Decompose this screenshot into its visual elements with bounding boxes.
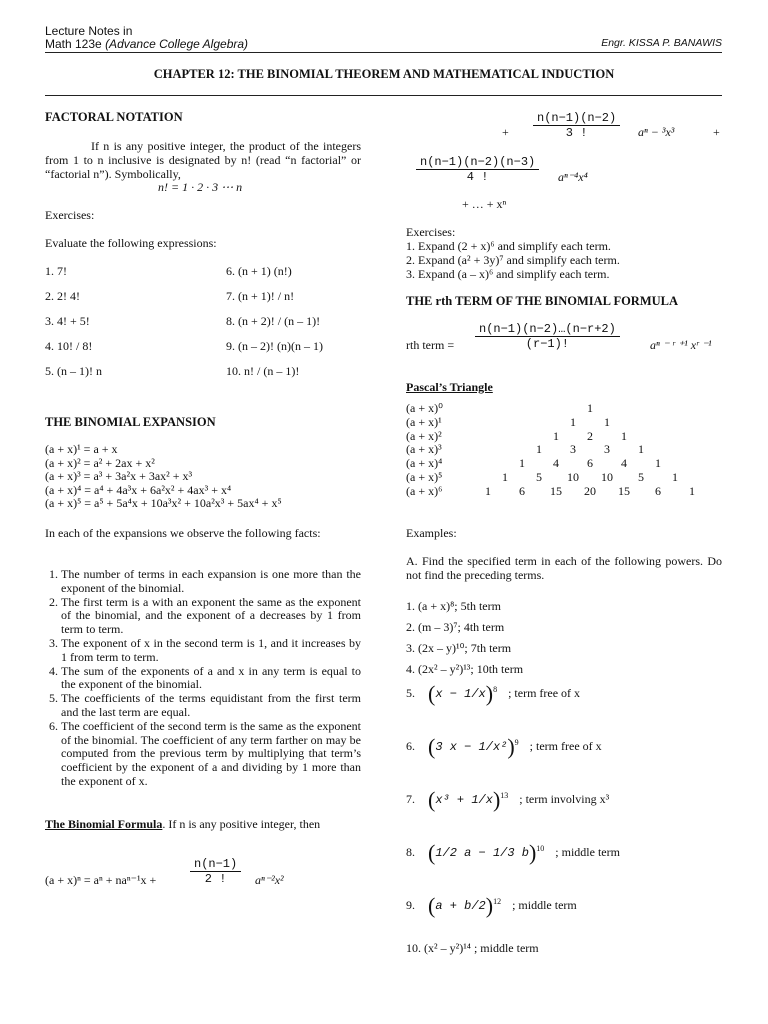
- example-desc: ; term involving x³: [519, 791, 610, 806]
- exercise-item: 4. 10! / 8!: [45, 339, 93, 353]
- example-expression: 1/2 a − 1/3 b: [435, 845, 529, 860]
- example-7: 7. $(x^3 + 1/x)^{13}$ ; term involving x³: [406, 787, 610, 812]
- pascal-value: 1: [587, 401, 593, 415]
- chapter-title: CHAPTER 12: THE BINOMIAL THEOREM AND MATHEMATICAL INDUCTION: [153, 67, 615, 81]
- pascal-value: 1: [570, 414, 576, 429]
- example-number: 5.: [406, 685, 415, 700]
- plus-sign: +: [502, 125, 509, 139]
- exercises-instruction: Evaluate the following expressions:: [45, 236, 217, 250]
- rth-term: aⁿ ⁻ ʳ ⁺¹ xʳ ⁻¹: [650, 338, 712, 352]
- binomial-fraction-1: [190, 857, 241, 886]
- pascal-value: 1: [655, 456, 661, 471]
- binomial-formula-text: . If n is any positive integer, then: [162, 817, 321, 831]
- header-rule: [45, 52, 722, 53]
- exercise-item: 6. (n + 1) (n!): [226, 264, 292, 278]
- example-power: 8: [493, 684, 498, 694]
- pascal-value: 1: [689, 483, 695, 498]
- fraction-numerator: n(n−1)(n−2)…(n−r+2): [479, 322, 616, 336]
- examples-list: [406, 596, 523, 680]
- pascal-value: 20: [584, 483, 596, 498]
- factorial-exercises: [45, 264, 323, 389]
- pascal-value: 1: [621, 428, 627, 443]
- fraction-denominator: (r−1)!: [475, 336, 620, 351]
- pascal-row-label: (a + x)⁰: [406, 401, 443, 415]
- example-6: 6. (3 x − 1/x²)$^9$ ; term free of x: [406, 734, 602, 759]
- exercise-item: 9. (n – 2)! (n)(n – 1): [226, 339, 323, 353]
- rth-fraction: [475, 322, 620, 351]
- pascal-value: 1: [536, 442, 542, 457]
- exercise-item: 7. (n + 1)! / n!: [226, 289, 295, 303]
- pascal-triangle: [406, 401, 726, 501]
- binomial-fraction-3: [416, 155, 539, 184]
- example-8: 8. (1/2 a − 1/3 b)$^{10}$ ; middle term: [406, 840, 620, 865]
- header-line1: Lecture Notes in: [45, 24, 133, 38]
- fraction-denominator: 2 !: [190, 871, 241, 886]
- plus-sign: +: [713, 125, 720, 139]
- example-10: 10. (x² – y²)¹⁴ ; middle term: [406, 941, 539, 955]
- binomial-term-1: aⁿ⁻²x²: [255, 873, 284, 887]
- rth-label: rth term =: [406, 338, 455, 352]
- pascal-value: 4: [553, 456, 559, 471]
- exercise-item: 5. (n – 1)! n: [45, 364, 102, 378]
- pascal-value: 15: [550, 483, 562, 498]
- observe-text: In each of the expansions we observe the following facts:: [45, 526, 321, 540]
- example-desc: ; middle term: [512, 897, 577, 912]
- pascal-value: 6: [587, 456, 593, 471]
- pascal-value: 6: [655, 483, 661, 498]
- pascal-value: 1: [638, 442, 644, 457]
- exercise-line: 3. Expand (a – x)⁶ and simplify each term.: [406, 267, 610, 281]
- example-desc: ; middle term: [555, 844, 620, 859]
- example-power: 9: [514, 737, 519, 747]
- example-expression: x³ + 1/x: [435, 792, 493, 807]
- pascal-heading: Pascal’s Triangle: [406, 380, 493, 394]
- example-power: 12: [493, 896, 502, 906]
- example-desc: ; term free of x: [508, 685, 581, 700]
- pascal-row-label: (a + x)⁴: [406, 456, 443, 471]
- fraction-numerator: n(n−1)(n−2)(n−3): [420, 155, 536, 169]
- pascal-value: 1: [672, 470, 678, 484]
- pascal-value: 1: [553, 428, 559, 443]
- expansion-line: (a + x)⁴ = a⁴ + 4a³x + 6a²x² + 4ax³ + x⁴: [45, 482, 232, 497]
- binomial-fraction-2: [533, 111, 620, 140]
- example-expression: 3 x − 1/x²: [435, 739, 508, 754]
- binomial-term-2: aⁿ − ³x³: [638, 125, 675, 139]
- binomial-formula-intro: [45, 817, 361, 831]
- rth-heading: THE rth TERM OF THE BINOMIAL FORMULA: [406, 294, 679, 308]
- exercise-item: 8. (n + 2)! / (n – 1)!: [226, 314, 321, 328]
- exercise-item: 1. 7!: [45, 264, 67, 278]
- exercise-line: 1. Expand (2 + x)⁶ and simplify each term.: [406, 239, 611, 253]
- pascal-row-label: (a + x)²: [406, 428, 442, 443]
- exercise-item: 2. 2! 4!: [45, 289, 80, 303]
- pascal-value: 3: [570, 442, 576, 457]
- right-exercises: [406, 239, 620, 281]
- course-title: [45, 37, 248, 51]
- pascal-value: 15: [618, 483, 630, 498]
- example-desc: ; term free of x: [529, 738, 602, 753]
- binomial-formula-lhs: (a + x)ⁿ = aⁿ + naⁿ⁻¹x +: [45, 873, 157, 887]
- right-exercises-label: Exercises:: [406, 225, 456, 239]
- example-expression: a + b/2: [435, 898, 486, 913]
- pascal-value: 4: [621, 456, 627, 471]
- expansion-line: (a + x)⁵ = a⁵ + 5a⁴x + 10a³x² + 10a²x³ + 5ax⁴ + x⁵: [45, 496, 282, 511]
- example-number: 8.: [406, 844, 415, 859]
- expansion-line: (a + x)¹ = a + x: [45, 442, 118, 456]
- example-5: 5. $(x - 1/x)^8$ ; term free of x: [406, 681, 581, 706]
- example-number: 9.: [406, 897, 415, 912]
- pascal-value: 2: [587, 428, 593, 443]
- binomial-formula-label: The Binomial Formula: [45, 817, 163, 831]
- pascal-row-label: (a + x)⁶: [406, 483, 443, 498]
- pascal-value: 5: [638, 470, 644, 484]
- course-name: (Advance College Algebra): [105, 37, 249, 51]
- factorial-paragraph: If n is any positive integer, the product of the integers from 1 to n inclusive is designated by n! (read “n factorial” or “factorial n”). Symbolically,: [45, 139, 361, 181]
- pascal-value: 1: [519, 456, 525, 471]
- example-item: 2. (m – 3)⁷; 4th term: [406, 620, 505, 634]
- pascal-value: 1: [604, 414, 610, 429]
- factorial-formula: n! = 1 · 2 · 3 ⋯ n: [158, 180, 243, 194]
- pascal-value: 6: [519, 483, 525, 498]
- pascal-row-label: (a + x)³: [406, 442, 442, 457]
- binomial-term-3: aⁿ⁻⁴x⁴: [558, 170, 588, 184]
- fraction-numerator: n(n−1)(n−2): [537, 111, 617, 125]
- fact-item: 4. The sum of the exponents of a and x in any term is equal to the exponent of the binomial.: [61, 665, 361, 693]
- fact-item: 5. The coefficients of the terms equidistant from the first term and the last term are equal.: [61, 692, 361, 720]
- expansion-line: (a + x)² = a² + 2ax + x²: [45, 455, 155, 470]
- examples-instruction: A. Find the specified term in each of the following powers. Do not find the preceding terms.: [406, 554, 722, 582]
- pascal-value: 10: [601, 470, 613, 484]
- exercise-line: 2. Expand (a² + 3y)⁷ and simplify each term.: [406, 253, 620, 267]
- course-code: Math 123e: [45, 37, 102, 51]
- exercises-label: Exercises:: [45, 208, 95, 222]
- fraction-denominator: 4 !: [416, 169, 539, 184]
- pascal-row-label: (a + x)⁵: [406, 470, 443, 484]
- fact-item: 3. The exponent of x in the second term is 1, and it increases by 1 from term to term.: [61, 637, 361, 665]
- example-item: 4. (2x² – y²)¹³; 10th term: [406, 662, 524, 676]
- example-power: 13: [500, 790, 509, 800]
- pascal-value: 5: [536, 470, 542, 484]
- chapter-rule: [45, 95, 722, 96]
- author: Engr. KISSA P. BANAWIS: [601, 37, 722, 49]
- pascal-value: 1: [485, 483, 491, 498]
- binomial-tail: + … + xⁿ: [462, 197, 507, 211]
- example-power: 10: [536, 843, 545, 853]
- pascal-row-label: (a + x)¹: [406, 414, 442, 429]
- example-item: 3. (2x – y)¹⁰; 7th term: [406, 641, 512, 655]
- fact-item: 2. The first term is a with an exponent the same as the exponent of the binomial, and the exponent of a decreases by 1 from term to term.: [61, 596, 361, 637]
- expansion-list: [45, 443, 282, 511]
- fraction-denominator: 3 !: [533, 125, 620, 140]
- expansion-line: (a + x)³ = a³ + 3a²x + 3ax² + x³: [45, 469, 193, 484]
- exercise-item: 10. n! / (n – 1)!: [226, 364, 300, 378]
- factorial-heading: FACTORAL NOTATION: [45, 110, 183, 124]
- pascal-value: 1: [502, 470, 508, 484]
- fact-item: 6. The coefficient of the second term is the same as the exponent of the binomial. The coefficient of any term farther on may be computed from the previous term by multiplying that term’s coefficient by the exponent of a and dividing by 1 more than the exponent of x.: [61, 720, 361, 789]
- fraction-numerator: n(n−1): [194, 857, 238, 871]
- pascal-value: 10: [567, 470, 579, 484]
- example-9: 9. $(a + b/2)^{12}$ ; middle term: [406, 893, 577, 918]
- exercise-item: 3. 4! + 5!: [45, 314, 90, 328]
- examples-label: Examples:: [406, 526, 457, 540]
- example-number: 7.: [406, 791, 415, 806]
- fact-item: 1. The number of terms in each expansion is one more than the exponent of the binomial.: [61, 568, 361, 596]
- binomial-heading: THE BINOMIAL EXPANSION: [45, 415, 216, 429]
- example-number: 6.: [406, 738, 415, 753]
- example-expression: x − 1/x: [435, 686, 486, 701]
- pascal-value: 3: [604, 442, 610, 457]
- facts-list: [45, 568, 361, 789]
- example-item: 1. (a + x)⁸; 5th term: [406, 599, 501, 613]
